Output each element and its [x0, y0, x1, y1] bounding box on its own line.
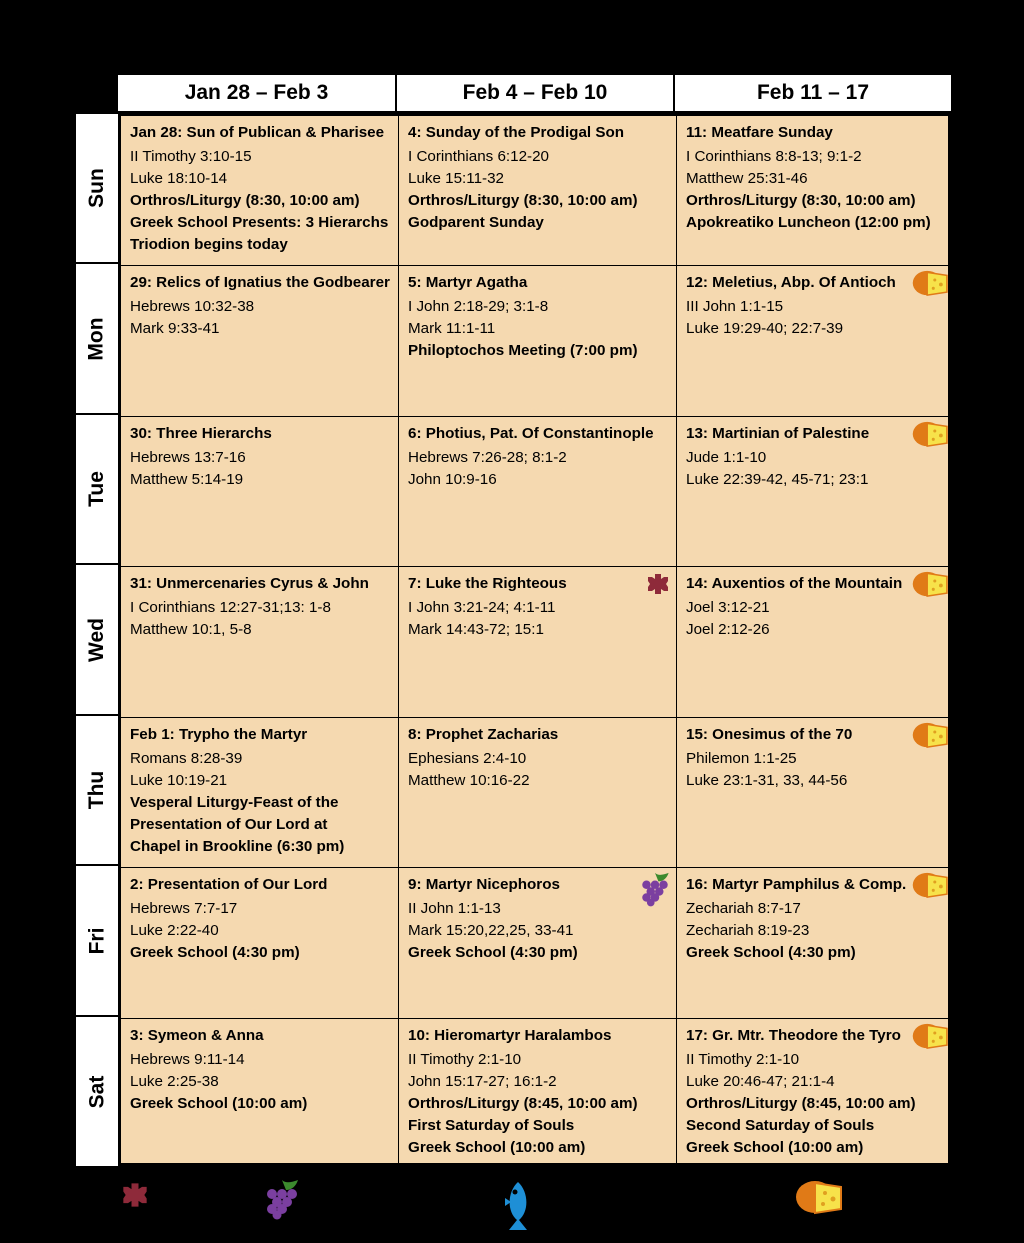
reading-line: Hebrews 9:11-14	[130, 1051, 245, 1068]
reading-line: Matthew 10:1, 5-8	[130, 621, 252, 638]
reading-line: Luke 2:22-40	[130, 922, 219, 939]
day-cell	[399, 266, 677, 417]
feast-title: Feb 1: Trypho the Martyr	[130, 726, 308, 743]
reading-line: II Timothy 3:10-15	[130, 148, 252, 165]
day-label-wed: Wed	[76, 565, 118, 716]
day-cell	[121, 1019, 399, 1169]
cheese-icon	[912, 420, 950, 455]
reading-line: Hebrews 7:26-28; 8:1-2	[408, 449, 567, 466]
cheese-icon	[912, 721, 950, 756]
reading-line: Jude 1:1-10	[686, 449, 767, 466]
grapes-icon	[262, 1178, 302, 1220]
reading-line: Matthew 25:31-46	[686, 170, 808, 187]
feast-title: 15: Onesimus of the 70	[686, 726, 853, 743]
day-label-tue: Tue	[76, 415, 118, 565]
reading-line: II John 1:1-13	[408, 900, 501, 917]
feast-title: 30: Three Hierarchs	[130, 425, 272, 442]
day-cell	[677, 868, 954, 1019]
event-line: Greek School (4:30 pm)	[408, 944, 578, 961]
day-label-mon: Mon	[76, 264, 118, 415]
event-line: Orthros/Liturgy (8:30, 10:00 am)	[408, 192, 638, 209]
cross-icon	[646, 572, 670, 603]
reading-line: Mark 9:33-41	[130, 320, 220, 337]
feast-title: 4: Sunday of the Prodigal Son	[408, 124, 625, 141]
cheese-icon	[912, 269, 950, 304]
reading-line: Zechariah 8:7-17	[686, 900, 801, 917]
reading-line: II Timothy 2:1-10	[686, 1051, 800, 1068]
reading-line: I Corinthians 12:27-31;13: 1-8	[130, 599, 331, 616]
event-line: Orthros/Liturgy (8:45, 10:00 am)	[408, 1095, 638, 1112]
reading-line: Luke 2:25-38	[130, 1073, 219, 1090]
feast-title: 5: Martyr Agatha	[408, 274, 528, 291]
cheese-icon	[912, 1022, 950, 1057]
cheese-icon	[912, 871, 950, 906]
reading-line: Matthew 10:16-22	[408, 772, 530, 789]
reading-line: Matthew 5:14-19	[130, 471, 244, 488]
feast-title: 7: Luke the Righteous	[408, 575, 567, 592]
event-line: Greek School (4:30 pm)	[130, 944, 300, 961]
day-cell	[677, 1019, 954, 1169]
event-line: Orthros/Liturgy (8:30, 10:00 am)	[686, 192, 916, 209]
day-cell	[677, 266, 954, 417]
reading-line: John 10:9-16	[408, 471, 497, 488]
feast-title: 17: Gr. Mtr. Theodore the Tyro	[686, 1027, 901, 1044]
feast-title: 14: Auxentios of the Mountain	[686, 575, 903, 592]
reading-line: John 15:17-27; 16:1-2	[408, 1073, 557, 1090]
day-cell	[677, 417, 954, 567]
feast-title: 2: Presentation of Our Lord	[130, 876, 328, 893]
reading-line: Ephesians 2:4-10	[408, 750, 527, 767]
day-cell	[121, 266, 399, 417]
day-cell	[121, 116, 399, 266]
day-cell	[399, 1019, 677, 1169]
feast-title: 8: Prophet Zacharias	[408, 726, 559, 743]
reading-line: Luke 22:39-42, 45-71; 23:1	[686, 471, 869, 488]
day-cell	[399, 567, 677, 718]
reading-line: Mark 15:20,22,25, 33-41	[408, 922, 574, 939]
day-cell	[399, 116, 677, 266]
day-label-thu: Thu	[76, 716, 118, 866]
day-cell	[121, 567, 399, 718]
reading-line: Hebrews 13:7-16	[130, 449, 246, 466]
day-cell	[677, 116, 954, 266]
reading-line: Luke 23:1-31, 33, 44-56	[686, 772, 848, 789]
calendar-grid	[118, 113, 951, 1166]
event-line: Godparent Sunday	[408, 214, 544, 231]
reading-line: I Corinthians 6:12-20	[408, 148, 549, 165]
day-cell	[121, 718, 399, 868]
day-cell	[677, 718, 954, 868]
reading-line: I Corinthians 8:8-13; 9:1-2	[686, 148, 862, 165]
event-line: Vesperal Liturgy-Feast of the	[130, 794, 339, 811]
feast-title: 31: Unmercenaries Cyrus & John	[130, 575, 369, 592]
reading-line: Mark 14:43-72; 15:1	[408, 621, 544, 638]
day-cell	[677, 567, 954, 718]
cross-icon	[121, 1181, 149, 1209]
event-line: Orthros/Liturgy (8:45, 10:00 am)	[686, 1095, 916, 1112]
feast-title: 12: Meletius, Abp. Of Antioch	[686, 274, 896, 291]
fish-icon	[497, 1178, 539, 1232]
event-line: Philoptochos Meeting (7:00 pm)	[408, 342, 638, 359]
reading-line: Luke 15:11-32	[408, 170, 504, 187]
event-line: Apokreatiko Luncheon (12:00 pm)	[686, 214, 931, 231]
column-header-1: Jan 28 – Feb 3	[118, 75, 395, 111]
feast-title: 16: Martyr Pamphilus & Comp.	[686, 876, 907, 893]
reading-line: Joel 2:12-26	[686, 621, 770, 638]
event-line: Second Saturday of Souls	[686, 1117, 875, 1134]
column-header-2: Feb 4 – Feb 10	[397, 75, 673, 111]
feast-title: 13: Martinian of Palestine	[686, 425, 870, 442]
day-cell	[121, 417, 399, 567]
reading-line: Luke 19:29-40; 22:7-39	[686, 320, 844, 337]
reading-line: III John 1:1-15	[686, 298, 784, 315]
day-cell	[399, 417, 677, 567]
reading-line: Luke 20:46-47; 21:1-4	[686, 1073, 835, 1090]
reading-line: Hebrews 7:7-17	[130, 900, 238, 917]
reading-line: II Timothy 2:1-10	[408, 1051, 522, 1068]
day-label-fri: Fri	[76, 866, 118, 1017]
reading-line: Joel 3:12-21	[686, 599, 770, 616]
event-line: Orthros/Liturgy (8:30, 10:00 am)	[130, 192, 360, 209]
feast-title: 11: Meatfare Sunday	[686, 124, 833, 141]
event-line: Greek School (10:00 am)	[408, 1139, 586, 1156]
event-line: Presentation of Our Lord at	[130, 816, 328, 833]
reading-line: I John 3:21-24; 4:1-11	[408, 599, 556, 616]
reading-line: Luke 18:10-14	[130, 170, 228, 187]
reading-line: Mark 11:1-11	[408, 320, 496, 337]
event-line: Triodion begins today	[130, 236, 288, 253]
event-line: Greek School (4:30 pm)	[686, 944, 856, 961]
feast-title: 6: Photius, Pat. Of Constantinople	[408, 425, 654, 442]
cheese-icon	[795, 1179, 845, 1215]
day-label-sat: Sat	[76, 1017, 118, 1168]
event-line: Greek School Presents: 3 Hierarchs	[130, 214, 389, 231]
day-label-sun: Sun	[76, 114, 118, 264]
day-cell	[399, 718, 677, 868]
day-cell	[121, 868, 399, 1019]
reading-line: Zechariah 8:19-23	[686, 922, 810, 939]
reading-line: Luke 10:19-21	[130, 772, 228, 789]
feast-title: 10: Hieromartyr Haralambos	[408, 1027, 612, 1044]
reading-line: Philemon 1:1-25	[686, 750, 797, 767]
feast-title: 29: Relics of Ignatius the Godbearer	[130, 274, 390, 291]
cheese-icon	[912, 570, 950, 605]
reading-line: Romans 8:28-39	[130, 750, 243, 767]
event-line: Greek School (10:00 am)	[130, 1095, 308, 1112]
feast-title: Jan 28: Sun of Publican & Pharisee	[130, 124, 385, 141]
column-header-3: Feb 11 – 17	[675, 75, 951, 111]
event-line: Greek School (10:00 am)	[686, 1139, 864, 1156]
reading-line: Hebrews 10:32-38	[130, 298, 255, 315]
day-cell	[399, 868, 677, 1019]
feast-title: 9: Martyr Nicephoros	[408, 876, 560, 893]
event-line: First Saturday of Souls	[408, 1117, 575, 1134]
reading-line: I John 2:18-29; 3:1-8	[408, 298, 549, 315]
feast-title: 3: Symeon & Anna	[130, 1027, 264, 1044]
grapes-icon	[638, 870, 672, 915]
event-line: Chapel in Brookline (6:30 pm)	[130, 838, 345, 855]
